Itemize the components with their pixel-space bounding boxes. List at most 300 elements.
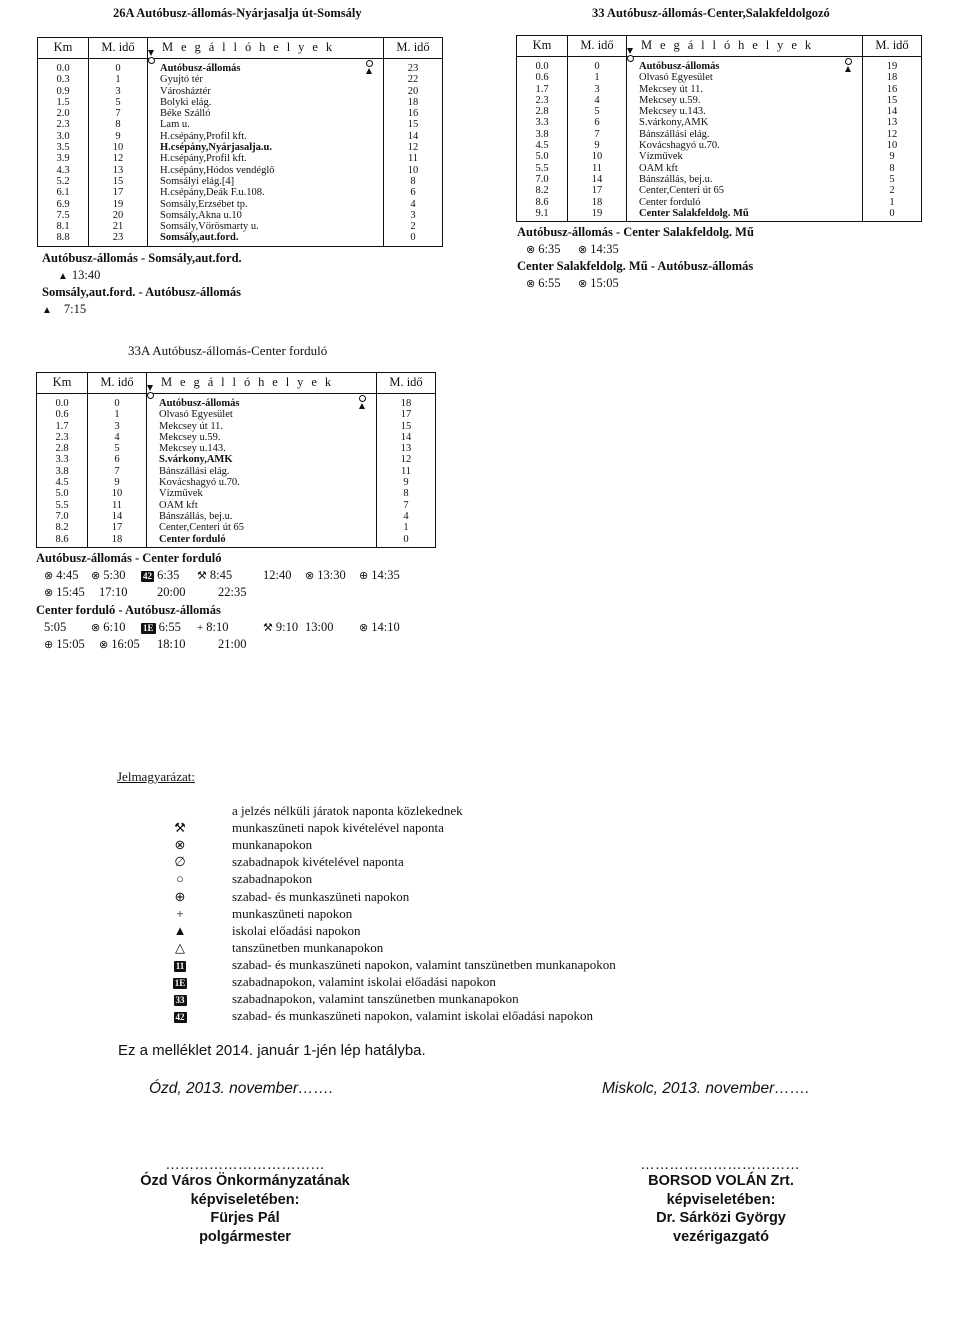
stop-name: H.csépány,Deák F.u.108. — [148, 187, 354, 198]
km-cell: 2.3 — [56, 119, 70, 131]
departure — [91, 568, 141, 583]
departure-time: 13:40 — [71, 268, 101, 282]
stop-name: Lam u. — [148, 119, 354, 130]
return-time-cell: 1 — [863, 197, 922, 208]
service-symbol-icon: 42 — [143, 571, 152, 581]
departure — [526, 242, 578, 257]
legend-text: iskolai előadási napokon — [232, 922, 361, 938]
departure-time: 20:00 — [157, 585, 186, 599]
signatory-org: BORSOD VOLÁN Zrt. — [648, 1173, 794, 1189]
times-outbound-33a — [44, 568, 464, 602]
km-cell: 0.3 — [56, 74, 70, 86]
return-time-cell: 10 — [384, 165, 443, 176]
stop-name: Center forduló — [147, 534, 347, 548]
stop-name: S.várkony,AMK — [627, 117, 833, 128]
legend-symbol-icon — [165, 1008, 195, 1024]
return-time-cell: 15 — [377, 421, 436, 432]
km-cell: 3.9 — [56, 153, 70, 165]
time-cell: 21 — [89, 221, 148, 232]
km-cell: 0.6 — [55, 409, 69, 421]
time-cell: 12 — [89, 153, 148, 164]
time-cell: 1 — [568, 72, 627, 83]
header-stops: M e g á l l ó h e l y e k — [627, 36, 863, 57]
return-time-cell: 4 — [384, 199, 443, 210]
time-cell: 17 — [88, 522, 147, 533]
time-cell: 4 — [88, 432, 147, 443]
time-cell: 5 — [89, 97, 148, 108]
route-title-33a: 33A Autóbusz-állomás-Center forduló — [128, 343, 328, 358]
time-cell: 10 — [89, 142, 148, 153]
legend-text: szabadnapok kivételével naponta — [232, 854, 404, 870]
arrow-down-icon — [147, 385, 153, 391]
departure-time: 21:00 — [218, 637, 247, 651]
departure-time: 17:10 — [99, 585, 128, 599]
legend-text: szabadnapokon, valamint tanszünetben munkanapokon — [232, 991, 519, 1007]
legend-box-symbol: 33 — [175, 995, 185, 1006]
header-time: M. idő — [568, 36, 627, 57]
departure-time: 15:05 — [56, 637, 85, 651]
departure — [359, 620, 419, 635]
header-km: Km — [517, 36, 568, 57]
return-time-cell: 2 — [863, 185, 922, 196]
signature-line-right: …………………………… — [640, 1157, 800, 1173]
km-cell: 3.0 — [56, 130, 70, 142]
km-cell: 8.2 — [55, 522, 69, 534]
departure — [44, 620, 91, 635]
km-cell: 6.9 — [56, 198, 70, 210]
departure — [99, 637, 157, 652]
legend-symbol-icon — [165, 820, 195, 836]
return-time-cell: 2 — [384, 221, 443, 232]
departure — [197, 620, 263, 635]
stop-name: Mekcsey u.59. — [627, 95, 833, 106]
departure-time: 7:15 — [63, 302, 87, 316]
signatory-name: Fürjes Pál — [210, 1210, 280, 1226]
time-cell: 9 — [89, 131, 148, 142]
departure — [305, 620, 359, 635]
time-cell: 0 — [568, 57, 627, 73]
departure — [141, 568, 197, 583]
stop-name: Olvasó Egyesület — [627, 72, 833, 83]
place-date-left: Ózd, 2013. november……. — [149, 1080, 334, 1097]
legend-box-symbol: 1E — [174, 978, 186, 988]
signatory-org: Ózd Város Önkormányzatának — [140, 1173, 350, 1189]
arrow-up-icon — [366, 68, 372, 74]
km-cell: 3.3 — [535, 117, 549, 129]
legend-text: szabad- és munkaszüneti napokon, valamint tanszünetben munkanapokon — [232, 956, 616, 972]
time-cell: 17 — [89, 187, 148, 198]
arrow-down-icon — [148, 50, 154, 56]
stop-name: Olvasó Egyesület — [147, 409, 347, 420]
departure-time: 6:55 — [158, 620, 181, 634]
times-inbound-26a — [42, 302, 86, 317]
time-cell: 18 — [88, 534, 147, 548]
stop-name: Béke Szálló — [148, 108, 354, 119]
service-symbol-icon: ⊕ — [44, 639, 54, 651]
time-cell: 11 — [88, 500, 147, 511]
direction-arrow — [346, 394, 377, 548]
km-cell: 0.0 — [56, 63, 70, 74]
signatory-title: polgármester — [199, 1228, 291, 1245]
effective-date: Ez a melléklet 2014. január 1-jén lép hatályba. — [118, 1042, 426, 1059]
departure — [305, 568, 359, 583]
service-symbol-icon: ⊗ — [91, 570, 101, 582]
return-time-cell: 0 — [384, 232, 443, 246]
header-time: M. idő — [89, 38, 148, 59]
return-time-cell: 13 — [863, 117, 922, 128]
header-time-return: M. idő — [863, 36, 922, 57]
route-title-26a: 26A Autóbusz-állomás-Nyárjasalja út-Somsály — [113, 6, 362, 20]
return-time-cell: 16 — [863, 84, 922, 95]
time-cell: 19 — [89, 199, 148, 210]
time-cell: 10 — [88, 488, 147, 499]
km-cell: 3.5 — [56, 142, 70, 154]
departure-time: 8:10 — [206, 620, 229, 634]
time-cell: 3 — [88, 421, 147, 432]
times-outbound-33 — [526, 242, 638, 257]
signatory-right — [606, 1172, 836, 1246]
time-cell: 23 — [89, 232, 148, 246]
departure — [263, 620, 305, 635]
terminal-circle-icon — [359, 395, 366, 402]
return-time-cell: 7 — [377, 500, 436, 511]
departure-time: 18:10 — [157, 637, 186, 651]
departure-time: 15:45 — [56, 585, 85, 599]
legend-symbol-icon — [165, 974, 195, 990]
return-time-cell: 14 — [384, 131, 443, 142]
return-time-cell: 12 — [384, 142, 443, 153]
stop-name: Mekcsey út 11. — [147, 421, 347, 432]
return-time-cell: 14 — [863, 106, 922, 117]
signatory-left — [130, 1172, 360, 1246]
return-time-cell: 14 — [377, 432, 436, 443]
km-cell: 0.6 — [535, 72, 549, 84]
legend-text: munkaszüneti napokon — [232, 905, 353, 921]
header-time: M. idő — [88, 373, 147, 394]
km-cell: 3.3 — [55, 454, 69, 466]
stop-name: Autóbusz-állomás — [147, 394, 347, 410]
return-time-cell: 5 — [863, 174, 922, 185]
legend-symbol-icon — [165, 906, 195, 922]
timetable-26a — [37, 37, 443, 247]
return-time-cell: 6 — [384, 187, 443, 198]
time-cell: 1 — [88, 409, 147, 420]
departure-time: 6:55 — [538, 276, 561, 290]
legend-symbol-icon — [165, 837, 195, 853]
header-time-return: M. idő — [377, 373, 436, 394]
legend-text: munkaszüneti napok kivételével naponta — [232, 820, 444, 836]
departure-time: 13:30 — [317, 568, 346, 582]
legend-glyph: ⊕ — [174, 888, 186, 904]
stop-name: Bolyki elág. — [148, 97, 354, 108]
return-time-cell: 8 — [384, 176, 443, 187]
signatory-role: képviseletében: — [666, 1191, 776, 1208]
stop-name: Kovácshagyó u.70. — [147, 477, 347, 488]
time-cell: 18 — [568, 197, 627, 208]
direction-arrow — [832, 57, 863, 222]
departure-time: 14:35 — [371, 568, 400, 582]
departure-line — [44, 568, 464, 585]
departure-time: 14:10 — [371, 620, 400, 634]
stop-name: Somsály,Erzsébet tp. — [148, 199, 354, 210]
time-cell: 14 — [88, 511, 147, 522]
terminal-circle-icon — [366, 60, 373, 67]
time-cell: 19 — [568, 208, 627, 222]
return-time-cell: 9 — [377, 477, 436, 488]
return-time-cell: 3 — [384, 210, 443, 221]
stop-name: S.várkony,AMK — [147, 454, 347, 465]
stop-name: Center forduló — [627, 197, 833, 208]
arrow-up-icon — [845, 66, 851, 72]
km-cell: 2.8 — [535, 106, 549, 118]
direction-outbound-33: Autóbusz-állomás - Center Salakfeldolg. Mű — [517, 225, 754, 239]
departure — [526, 276, 578, 291]
timetable-33a — [36, 372, 436, 548]
service-symbol-icon: ⊗ — [44, 587, 54, 599]
departure — [263, 568, 305, 583]
time-cell: 11 — [568, 163, 627, 174]
departure — [578, 276, 638, 291]
km-cell: 7.0 — [535, 173, 549, 185]
km-cell: 2.3 — [535, 94, 549, 106]
header-km: Km — [37, 373, 88, 394]
km-cell: 8.2 — [535, 185, 549, 197]
departure-time: 22:35 — [218, 585, 247, 599]
return-time-cell: 11 — [377, 466, 436, 477]
header-stops: M e g á l l ó h e l y e k — [147, 373, 377, 394]
departure — [44, 637, 99, 652]
return-time-cell: 10 — [863, 140, 922, 151]
table-row — [37, 394, 436, 410]
departure — [157, 637, 218, 652]
legend-symbol-icon — [165, 923, 195, 939]
return-time-cell: 17 — [377, 409, 436, 420]
legend-text: a jelzés nélküli járatok naponta közlekednek — [232, 803, 463, 818]
legend-text: tanszünetben munkanapokon — [232, 939, 384, 955]
departure-time: 14:35 — [590, 242, 619, 256]
signatory-role: képviseletében: — [190, 1191, 300, 1208]
km-cell: 8.8 — [56, 232, 70, 244]
km-cell: 8.6 — [55, 533, 69, 545]
legend-symbol-icon — [165, 871, 195, 887]
arrow-down-icon — [627, 48, 633, 54]
km-cell: 5.5 — [55, 499, 69, 511]
stop-name: Autóbusz-állomás — [148, 59, 354, 75]
km-cell: 1.7 — [55, 420, 69, 432]
departure-time: 12:40 — [263, 568, 292, 582]
times-inbound-33a — [44, 620, 464, 654]
triangle-icon: ▲ — [58, 271, 68, 282]
legend-text: szabad- és munkaszüneti napokon, valamint iskolai előadási napokon — [232, 1008, 594, 1024]
km-cell: 1.7 — [535, 83, 549, 95]
legend-box-symbol: 11 — [175, 960, 185, 971]
service-symbol-icon: ⊕ — [359, 570, 369, 582]
service-symbol-icon: ⚒ — [263, 622, 273, 634]
time-cell: 9 — [568, 140, 627, 151]
route-title-33: 33 Autóbusz-állomás-Center,Salakfeldolgozó — [592, 6, 830, 20]
time-cell: 6 — [568, 117, 627, 128]
legend-text: szabad- és munkaszüneti napokon — [232, 888, 410, 904]
times-outbound-26a — [58, 268, 100, 283]
km-cell: 2.3 — [55, 431, 69, 443]
service-symbol-icon: ⊗ — [359, 622, 369, 634]
timetable-table — [37, 37, 443, 247]
return-time-cell: 4 — [377, 511, 436, 522]
km-cell: 7.0 — [55, 510, 69, 522]
return-time-cell: 12 — [377, 454, 436, 465]
stop-name: Bánszállási elág. — [147, 466, 347, 477]
legend-box-symbol: 42 — [175, 1012, 185, 1023]
legend-glyph: ○ — [176, 871, 184, 887]
departure — [99, 585, 157, 600]
stop-name: Bánszállás, bej.u. — [147, 511, 347, 522]
time-cell: 3 — [568, 84, 627, 95]
place-date-right: Miskolc, 2013. november……. — [602, 1080, 810, 1097]
km-cell: 2.8 — [55, 443, 69, 455]
time-cell: 17 — [568, 185, 627, 196]
direction-inbound-33: Center Salakfeldolg. Mű - Autóbusz-állomás — [517, 259, 754, 273]
departure-time: 4:45 — [56, 568, 79, 582]
time-cell: 5 — [88, 443, 147, 454]
stop-name: Center Salakfeldolg. Mű — [627, 208, 833, 222]
direction-outbound-26a: Autóbusz-állomás - Somsály,aut.ford. — [42, 251, 242, 265]
km-cell: 7.5 — [56, 209, 70, 221]
departure-time: 5:30 — [103, 568, 126, 582]
departure — [578, 242, 638, 257]
return-time-cell: 18 — [384, 97, 443, 108]
direction-inbound-26a: Somsály,aut.ford. - Autóbusz-állomás — [42, 285, 241, 299]
return-time-cell: 22 — [384, 74, 443, 85]
departure-line — [44, 620, 464, 637]
time-cell: 15 — [89, 176, 148, 187]
legend-text: szabadnapokon, valamint iskolai előadási napokon — [232, 974, 496, 989]
service-symbol-icon: ⊗ — [578, 278, 588, 290]
departure — [44, 568, 91, 583]
stop-name: Somsály,Vörösmarty u. — [148, 221, 354, 232]
service-symbol-icon: ⚒ — [197, 570, 207, 582]
km-cell: 3.8 — [535, 128, 549, 140]
stop-name: Gyujtó tér — [148, 74, 354, 85]
departure-time: 5:05 — [44, 620, 67, 634]
triangle-icon: ▲ — [42, 305, 52, 316]
time-cell: 9 — [88, 477, 147, 488]
table-row — [38, 59, 443, 75]
time-cell: 7 — [89, 108, 148, 119]
stop-name: Somsály,aut.ford. — [148, 232, 354, 246]
time-cell: 4 — [568, 95, 627, 106]
stop-name: Vízművek — [627, 151, 833, 162]
timetable-table — [36, 372, 436, 548]
departure-line — [44, 585, 464, 602]
departure — [44, 585, 99, 600]
stop-name: Bánszállás, bej.u. — [627, 174, 833, 185]
legend-text: munkanapokon — [232, 837, 313, 853]
return-time-cell: 1 — [377, 522, 436, 533]
service-symbol-icon: ⊗ — [44, 570, 54, 582]
signature-line-left: …………………………… — [165, 1157, 325, 1173]
terminal-circle-icon — [147, 392, 154, 399]
stop-name: Mekcsey út 11. — [627, 84, 833, 95]
return-time-cell: 12 — [863, 129, 922, 140]
stop-name: OAM kft — [147, 500, 347, 511]
legend-glyph: + — [176, 905, 184, 921]
service-symbol-icon: ⊗ — [526, 244, 536, 256]
departure — [197, 568, 263, 583]
service-symbol-icon: ⊗ — [305, 570, 315, 582]
km-cell: 0.9 — [56, 85, 70, 97]
departure — [359, 568, 419, 583]
time-cell: 5 — [568, 106, 627, 117]
return-time-cell: 11 — [384, 153, 443, 164]
km-cell: 1.5 — [56, 96, 70, 108]
return-time-cell: 15 — [863, 95, 922, 106]
legend-glyph: △ — [175, 939, 185, 955]
legend-symbol-icon — [165, 854, 195, 870]
km-cell: 0.0 — [55, 398, 69, 409]
return-time-cell: 8 — [863, 163, 922, 174]
legend-glyph: ⚒ — [174, 820, 186, 836]
legend-symbol-icon — [165, 991, 195, 1007]
time-cell: 0 — [88, 394, 147, 410]
stop-name: H.csépány,Hódos vendéglő — [148, 165, 354, 176]
departure-time: 8:45 — [209, 568, 233, 582]
km-cell: 5.0 — [535, 151, 549, 163]
legend-symbol-icon — [165, 889, 195, 905]
terminal-circle-icon — [627, 55, 634, 62]
return-time-cell: 15 — [384, 119, 443, 130]
signatory-name: Dr. Sárközi György — [656, 1210, 786, 1226]
stop-name: Mekcsey u.59. — [147, 432, 347, 443]
legend-glyph: ∅ — [174, 854, 186, 870]
departure-time: 13:00 — [305, 620, 334, 634]
time-cell: 0 — [89, 59, 148, 75]
stop-name: Autóbusz-állomás — [627, 57, 833, 73]
return-time-cell: 18 — [377, 394, 436, 410]
header-time-return: M. idő — [384, 38, 443, 59]
return-time-cell: 0 — [863, 208, 922, 222]
stop-name: H.csépány,Nyárjasalja.u. — [148, 142, 354, 153]
km-cell: 4.3 — [56, 164, 70, 176]
direction-arrow — [353, 59, 384, 247]
departure — [157, 585, 218, 600]
stop-name: Kovácshagyó u.70. — [627, 140, 833, 151]
km-cell: 4.5 — [55, 477, 69, 489]
stop-name: Somsály,Akna u.10 — [148, 210, 354, 221]
departure — [218, 585, 278, 600]
stop-name: Bánszállási elág. — [627, 129, 833, 140]
direction-inbound-33a: Center forduló - Autóbusz-állomás — [36, 603, 221, 617]
timetable-33 — [516, 35, 922, 222]
legend-symbol-icon — [165, 940, 195, 956]
terminal-circle-icon — [845, 58, 852, 65]
departure-time: 6:35 — [538, 242, 561, 256]
arrow-up-icon — [359, 403, 365, 409]
return-time-cell: 13 — [377, 443, 436, 454]
service-symbol-icon: ⊗ — [526, 278, 536, 290]
direction-outbound-33a: Autóbusz-állomás - Center forduló — [36, 551, 222, 565]
legend-glyph: ▲ — [173, 922, 187, 938]
return-time-cell: 18 — [863, 72, 922, 83]
time-cell: 7 — [568, 129, 627, 140]
time-cell: 7 — [88, 466, 147, 477]
time-cell: 6 — [88, 454, 147, 465]
km-cell: 6.1 — [56, 187, 70, 199]
return-time-cell: 23 — [384, 59, 443, 75]
stop-name: Mekcsey u.143. — [147, 443, 347, 454]
km-cell: 8.6 — [535, 196, 549, 208]
header-stops: M e g á l l ó h e l y e k — [148, 38, 384, 59]
service-symbol-icon: ⊗ — [91, 622, 101, 634]
